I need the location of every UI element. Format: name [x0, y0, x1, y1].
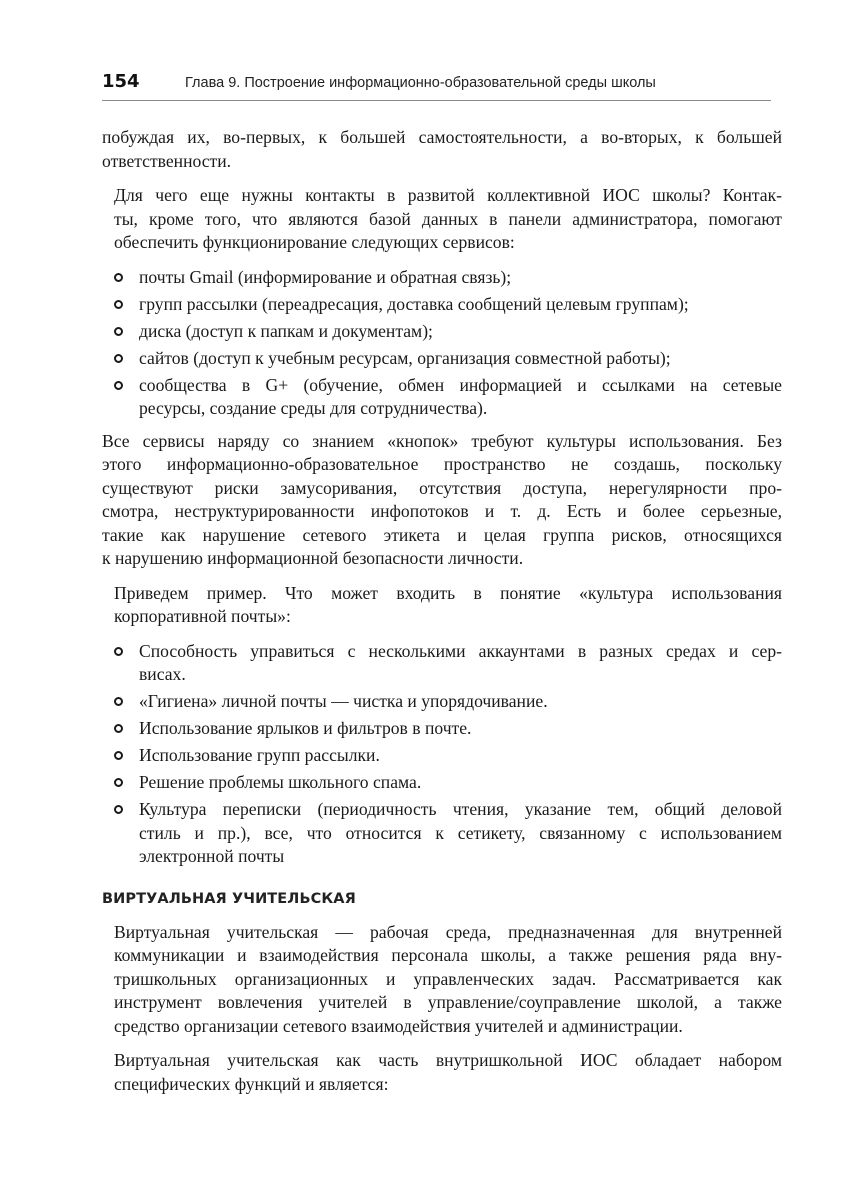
list-item: [114, 771, 782, 795]
paragraph-example: [114, 582, 782, 629]
list-item: [114, 640, 782, 687]
list-item: [114, 266, 782, 290]
text-line: электронной почты: [139, 846, 285, 866]
list-item: [114, 293, 782, 317]
text-line: почты Gmail (информирование и обратная связь);: [139, 266, 512, 287]
circle-bullet-icon: [114, 805, 123, 814]
circle-bullet-icon: [114, 724, 123, 733]
text-line: Культура переписки (периодичность чтения, указание тем, общий деловой: [139, 799, 782, 819]
text-line: средство организации сетевого взаимодействия учителей и администрации.: [114, 1015, 683, 1036]
list-item: [114, 374, 782, 421]
text-line: висах.: [139, 664, 186, 684]
text-line: Виртуальная учительская — рабочая среда, предназначенная для внутренней: [114, 921, 782, 942]
paragraph-continuation: [102, 126, 782, 173]
text-line: обеспечить функционирование следующих сервисов:: [114, 232, 515, 252]
email-culture-list: [114, 640, 782, 869]
section-heading: ВИРТУАЛЬНАЯ УЧИТЕЛЬСКАЯ: [102, 890, 356, 907]
page-number: 154: [102, 71, 140, 92]
text-line: коммуникации и взаимодействия персонала школы, а также решения ряда вну-: [114, 945, 782, 965]
circle-bullet-icon: [114, 354, 123, 363]
list-item: [114, 798, 782, 869]
text-line: такие как нарушение сетевого этикета и целая группа рисков, относящихся: [102, 524, 782, 545]
circle-bullet-icon: [114, 647, 123, 656]
list-item: [114, 744, 782, 768]
list-item: [114, 347, 782, 371]
circle-bullet-icon: [114, 778, 123, 787]
text-line: ответственности.: [102, 150, 232, 171]
text-line: специфических функций и является:: [114, 1073, 389, 1094]
running-title: Глава 9. Построение информационно-образовательной среды школы: [185, 75, 656, 91]
circle-bullet-icon: [114, 697, 123, 706]
text-line: ты, кроме того, что являются базой данных в панели администратора, помогают: [114, 208, 782, 229]
text-line: смотра, неструктурированности инфопотоков и т. д. Есть и более серьезные,: [102, 501, 782, 521]
list-item: [114, 717, 782, 741]
list-item: [114, 690, 782, 714]
circle-bullet-icon: [114, 300, 123, 309]
text-line: Использование групп рассылки.: [139, 745, 380, 765]
paragraph-virtual-staffroom-definition: [114, 921, 782, 1039]
circle-bullet-icon: [114, 327, 123, 336]
text-line: Виртуальная учительская как часть внутришкольной ИОС обладает набором: [114, 1050, 782, 1070]
paragraph-contacts-question: [114, 184, 782, 255]
text-line: групп рассылки (переадресация, доставка сообщений целевым группам);: [139, 293, 689, 314]
circle-bullet-icon: [114, 381, 123, 390]
paragraph-virtual-staffroom-functions: [114, 1049, 782, 1096]
text-line: Решение проблемы школьного спама.: [139, 772, 422, 792]
text-line: Для чего еще нужны контакты в развитой коллективной ИОС школы? Контак-: [114, 185, 782, 205]
text-line: «Гигиена» личной почты — чистка и упорядочивание.: [139, 691, 548, 711]
text-line: Приведем пример. Что может входить в понятие «культура использования: [114, 582, 782, 603]
text-line: к нарушению информационной безопасности личности.: [102, 548, 524, 568]
text-line: тришкольных организационных и управленческих задач. Рассматривается как: [114, 968, 782, 989]
page-body: [102, 126, 782, 1107]
text-line: корпоративной почты»:: [114, 606, 291, 626]
text-line: Использование ярлыков и фильтров в почте.: [139, 718, 472, 738]
text-line: Все сервисы наряду со знанием «кнопок» требуют культуры использования. Без: [102, 430, 782, 451]
text-line: сообщества в G+ (обучение, обмен информацией и ссылками на сетевые: [139, 374, 782, 395]
text-line: инструмент вовлечения учителей в управление/соуправление школой, а также: [114, 992, 782, 1012]
text-line: ресурсы, создание среды для сотрудничества).: [139, 398, 488, 418]
text-line: диска (доступ к папкам и документам);: [139, 320, 433, 341]
circle-bullet-icon: [114, 751, 123, 760]
text-line: побуждая их, во-первых, к большей самостоятельности, а во-вторых, к большей: [102, 127, 782, 147]
text-line: стиль и пр.), все, что относится к сетикету, связанному с использованием: [139, 822, 782, 843]
text-line: сайтов (доступ к учебным ресурсам, организация совместной работы);: [139, 347, 671, 368]
text-line: этого информационно-образовательное пространство не создашь, поскольку: [102, 454, 782, 474]
paragraph-culture-of-use: [102, 430, 782, 571]
text-line: Способность управиться с несколькими аккаунтами в разных средах и сер-: [139, 640, 782, 661]
services-list: [114, 266, 782, 421]
page-header: [102, 64, 771, 101]
list-item: [114, 320, 782, 344]
circle-bullet-icon: [114, 273, 123, 282]
text-line: существуют риски замусоривания, отсутствия доступа, нерегулярности про-: [102, 477, 782, 498]
